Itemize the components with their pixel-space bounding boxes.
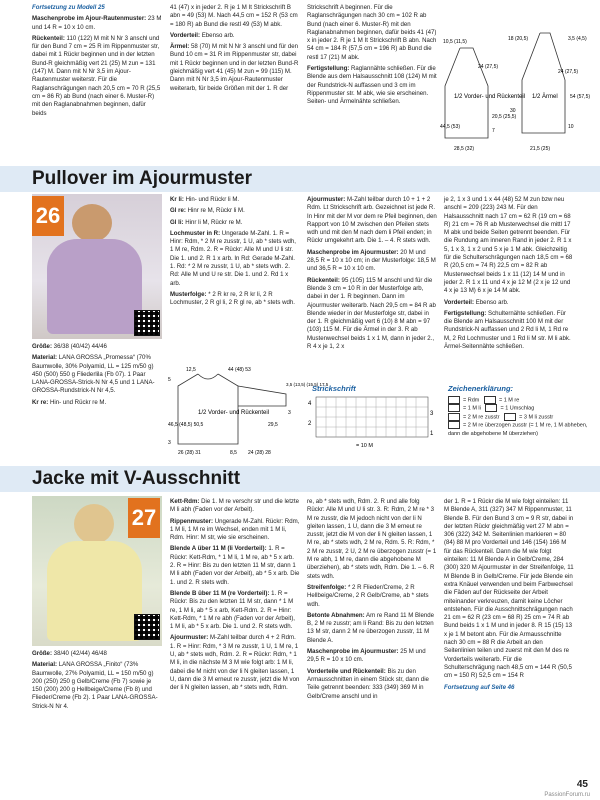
measure-label: 8,5	[230, 450, 237, 456]
paragraph: Kett-Rdm: Die 1. M re verschr str und die letzte M li abh (Faden vor der Arbeit).	[170, 498, 300, 514]
row-number: 1	[430, 431, 434, 437]
paragraph: Vorderteil: Ebenso arb.	[444, 298, 509, 306]
paragraph: je 2, 1 x 3 und 1 x 44 (48) 52 M zun bzw neu anschl = 209 (223) 243 M. Für den Halsausschnitt nach 17 cm = 62 R (19 cm = 68 R) 21 cm = 76 R ab Musterwechsel die mittl 17 M abk und beide Seiten getrennt beenden. Für die Rundung am inneren Rand in jeder 2. R 1 x 5, 1 x 3, 1 x 2 und 5 x je 1 M abk. Gleichzeitig für die Schulterschrägungen nach 18,5 cm = 68 R (20,5 cm = 74 R) 22,5 cm = 82 R ab Musterwechsel beids 1 x 11 (12) 14 M und in jeder 2. R 1 x 11 und 4 x je 12 M (2 x je 12 und 4 x je 13 M) 6 x je 14 M abk.	[444, 196, 573, 295]
chart-title: Strickschrift	[312, 384, 356, 393]
paragraph: Größe: 38/40 (42/44) 46/48	[32, 650, 107, 657]
measure-label: 26 (28) 31	[178, 450, 201, 456]
measure-label: 46,5 (48,5) 50,5	[168, 422, 204, 428]
knitting-chart	[306, 395, 442, 450]
measure-label: 3,5 (13,5) (15,5) 17,5	[286, 382, 329, 387]
measure-label: 29,5	[268, 422, 278, 428]
legend	[448, 396, 588, 438]
paragraph: Maschenprobe im Ajour-Rautenmuster: 23 M und 14 R = 10 x 10 cm.	[32, 15, 162, 31]
paragraph: Maschenprobe im Ajourmuster: 25 M und 29,5 R = 10 x 10 cm.	[307, 648, 426, 664]
measure-label: 3	[168, 440, 171, 446]
top-column-2	[170, 4, 300, 96]
measure-label: 30	[510, 108, 516, 114]
paragraph: Rückenteil: 95 (105) 115 M anschl und für die Blende 3 cm = 10 R in der Musterfolge arb, dabei in der 1. R beginnen. Dann im Ajourmuster weiterarb. Nach 29,5 cm = 84 R ab Blende wieder in der Musterfolge str, dabei in der 1. R gleichmäßig vert 6 (10) 8 M abn = 97 (103) 115 M. Für die Ärmel in der 3. R ab Mustenwechsel beids 1 x 1 M, dann in jeder 2., R 4 x je 1, 2 x	[307, 276, 436, 351]
paragraph: Vorderteile und Rückenteil: Bis zu den Armausschnitten in einem Stück str, dann die Teile getrennt beenden: 333 (349) 369 M in Gelb/Creme anschl und in	[307, 667, 429, 700]
qr-code	[134, 310, 160, 336]
measure-label: 24 (27,5)	[558, 69, 579, 75]
paragraph: der 1. R = 1 Rückr die M wie folgt einteilen: 11 M Blende A, 311 (327) 347 M Rippenmuster, 11 Blende B. Für den Bund 3 cm = 9 R str, dabei in der letzten Rückr gleichmäßig vert 27 M abn = 306 (322) 342 M. Seitenlinien markieren = 80 (84) 88 M pro Vorderteil und 146 (154) 166 M für das Rückenteil. Dann die M wie folgt einteilen: 11 M Blende A in Gelb/Creme, 284 (300) 320 M Ajourmuster in der Streifenfolge, 11 M Blende B in Gelb/Creme. Für jede Blende ein extra Knäuel verwenden und beim Farbwechsel die Fäden auf der Rückseite der Arbeit miteinander verkreuzen, damit keine Löcher entstehen. Für die Ausschnittschrägungen nach 21 cm = 62 R (23 cm = 68 R) 25 cm = 74 R ab Bund beids 1 x 1 M und in jeder 8. R 15 (15) 13 x je 1 M betont abn. Für die Armausschnitte nach 30 cm = 88 R die Arbeit an den Seitenlinien teilen und zuerst mit den M des re Vorderteils weiterarb. Für die Schulterschrägung nach 48,5 cm = 144 R (50,5 cm = 150 R) 52,5 cm = 154 R	[444, 498, 574, 680]
legend-title: Zeichenerklärung:	[448, 384, 514, 393]
paragraph: Gl re: Hinr re M, Rückr li M.	[170, 207, 245, 215]
row-number: 3	[430, 411, 434, 417]
paragraph: Vorderteil: Ebenso arb.	[170, 31, 235, 39]
paragraph: Strickschrift A beginnen. Für die Raglanschrägungen nach 30 cm = 102 R ab Bund (nach einer 6. Muster-R) mit den Raglanabnahmen beginnen, dafür beids 41 (47) x in jeder 2. R je 1 M It Strickschrift B abn. Nach 54 cm = 184 R (57,5 cm = 196 R) ab Bund die restl 17 (21) M abk.	[307, 4, 437, 61]
paragraph: Rippenmuster: Ungerade M-Zahl. Rückr: Rdm, 1 M li, 1 M re im Wechsel, enden mit 1 M li, Rdm. Hinr: M str, wie sie erscheinen.	[170, 517, 300, 542]
paragraph: Lochmuster in R: Ungerade M-Zahl. 1. R = Hinr: Rdm, * 2 M re zusstr, 1 U, ab * stets wdh, 1 M re, Rdm. 2. R = Rückr: Alle M und U li str. Die 1. und 2. R 1 x arb. In Rd: Gerade M-Zahl. 1. Rd: * 2 M re zusstr, 1 U, ab * stets wdh. 2. Rd: Alle M und U re str. Die 1. und 2. Rd 1 x arb.	[170, 229, 296, 287]
paragraph: Streifenfolge: * 2 R Flieder/Creme, 2 R Hellbeige/Creme, 2 R Gelb/Creme, ab * stets wdh.	[307, 583, 429, 608]
jacke-column-3	[307, 498, 437, 704]
paragraph: Blende A über 11 M (li Vorderteil): 1. R = Rückr: Kett-Rdm, * 1 M li, 1 M re, ab * 5 x arb. 2. R = Hinr: Bis zu den letzten 11 M str, dann 1 M li abh (Faden vor der Arbeit), ab * 5 x arb. Die 1. und 2. R stets wdh.	[170, 545, 300, 586]
measure-label: 10,5 (11,5)	[443, 39, 467, 45]
paragraph: Fertigstellung: Schulternähte schließen. Für die Blende am Halsausschnitt 100 M mit der Rundstrick-N auffassen und 2 Rd li M, 1 Rd re M, 2 Rd Lochmuster und 1 Rd li M str. M li abk. Ärmel-Seitennähte schließen.	[444, 309, 571, 351]
paragraph: 41 (47) x in jeder 2. R je 1 M It Strickschrift B abn = 49 (53) M. Nach 44,5 cm = 152 R (53 cm = 180 R) ab Bund die restl 49 (53) M abk.	[170, 4, 298, 28]
measure-label: 12,5	[186, 367, 196, 373]
paragraph: Musterfolge: * 2 R kr re, 2 R kr li, 2 R Lochmuster, 2 R gl li, 2 R gl re, ab * stets wdh.	[170, 290, 295, 307]
paragraph: Blende B über 11 M (re Vorderteil): 1. R = Rückr: Bis zu den letzten 11 M str, dann * 1 M re, 1 M li, ab * 5 x arb, Kett-Rdm. 2. R = Hinr: Kett-Rdm, * 1 M re abh (Faden vor der Arbeit), 1 M li, ab * 5 x arb. Die 1. und 2. R stets wdh.	[170, 589, 295, 631]
model-number-badge: 27	[128, 498, 160, 538]
paragraph: Material: LANA GROSSA „Finito“ (73% Baumwolle, 27% Polyamid, LL = 150 m/50 g) 200 (250) 250 g Gelb/Creme (Fb 7) sowie je 150 (200) 200 g Hellbeige/Creme (Fb 8) und Flieder/Creme (Fb 2). 1 Paar LANA-GROSSA-Strick-N Nr 4.	[32, 661, 158, 710]
row-number: 4	[308, 401, 312, 407]
pullover-column-2	[170, 196, 300, 311]
jacke-column-4	[444, 498, 574, 695]
label-front-back: 1/2 Vorder- und Rückenteil	[198, 410, 270, 416]
paragraph: Ärmel: 58 (70) M mit N Nr 3 anschl und für den Bund 10 cm = 31 R im Rippenmuster str, dabei mit 1 Rückr beginnen und in der letzten Bund-R gleichmäßig vert 41 (45) M zun = 99 (115) M. Dann mit N Nr 3,5 im Ajour-Rautenmuster weiterarb, für beide Größen mit der 1. R der	[170, 43, 299, 92]
pullover-column-3	[307, 196, 437, 354]
measure-label: 20,5 (25,5)	[492, 114, 517, 120]
measure-label: 7	[492, 128, 495, 134]
measure-label: 10	[568, 124, 574, 130]
schematic-pullover	[168, 366, 329, 456]
paragraph: Ajourmuster: M-Zahl teilbar durch 10 + 1 + 2 Rdm. Lt Strickschrift arb. Gezeichnet ist jede R. In Hinr mit der M vor dem re Pfeil beginnen, den Rapport von 10 M zwischen den Pfeilen stets wdh und mit den M nach dem li Pfeil enden; in Rückr umgekehrt arb. Die 1. – 4. R stets wdh.	[307, 196, 437, 245]
label-sleeve: 1/2 Ärmel	[532, 94, 558, 100]
page-number: 45	[576, 779, 588, 790]
measure-label: 5	[168, 377, 171, 383]
measure-label: 44 (48) 53	[228, 367, 251, 373]
model-number-badge: 26	[32, 196, 64, 236]
continuation-heading: Fortsetzung zu Modell 25	[32, 4, 105, 11]
measure-label: 3	[288, 410, 291, 416]
paragraph: Material: LANA GROSSA „Promessa“ (70% Baumwolle, 30% Polyamid, LL = 125 m/50 g) 450 (500) 550 g Fliederlila (Fb 07). 1 Paar LANA-GROSSA-Strick-N Nr 4,5 und 1 LANA-GROSSA-Rundstrick-N Nr 4,5.	[32, 354, 155, 395]
legend-row: = 1 M li = 1 Umschlag	[448, 404, 588, 412]
continuation-note: Fortsetzung auf Seite 46	[444, 683, 515, 691]
source-watermark: PassionForum.ru	[544, 792, 590, 798]
top-column-1	[32, 4, 162, 121]
paragraph: Kr re: Hin- und Rückr re M.	[32, 398, 107, 406]
paragraph: Betonte Abnahmen: Am re Rand 11 M Blende B, 2 M re zusstr; am li Rand: Bis zu den letzten 13 M str, dann 2 M re überzogen zusstr, 11 M Blende A.	[307, 611, 434, 644]
row-number: 2	[308, 421, 312, 427]
jacke-column-2	[170, 498, 300, 696]
measure-label: 24 (28) 28	[248, 450, 271, 456]
legend-row: = 2 M re zusstr = 3 M li zusstr	[448, 413, 588, 421]
legend-row: = Rdm = 1 M re	[448, 396, 588, 404]
qr-code	[134, 614, 160, 640]
section-title-pullover: Pullover im Ajourmuster	[32, 168, 252, 189]
measure-label: 18 (20,5)	[508, 36, 529, 42]
paragraph: Rückenteil: 110 (122) M mit N Nr 3 anschl und für den Bund 7 cm = 25 R im Rippenmuster str, dabei mit 1 Rückr beginnen und in der letzten Bund-R gleichmäßig vert 21 (25) M zun = 131 (147) M. Dann mit N Nr 3,5 im Ajour-Rautenmuster weiterstr. Für die Raglanschrägungen nach 20,5 cm = 70 R (25,5 cm = 86 R) ab Bund (nach einer 6. Muster-R) mit den Raglanabnahmen beginnen, dafür beids	[32, 34, 161, 117]
pullover-column-4	[444, 196, 574, 354]
legend-row: = 2 M re überzogen zusstr (= 1 M re, 1 M abheben, dann die abgehobene M überziehen)	[448, 422, 588, 437]
measure-label: 21,5 (25)	[530, 146, 551, 152]
paragraph: re, ab * stets wdh, Rdm. 2. R und alle folg Rückr: Alle M und U li str. 3. R: Rdm, 2 M re * 3 M re zusstr, die M jedoch nicht von der li N gleiten lassen, 1 U, dann die 3 M erneut re zusstr, jetzt die M von der li N gleiten lassen, 1 M re, ab * stets wdh, 2 M re, Rdm. 5. R: Rdm, * 2 M re zusstr, 2 U, 2 M re überzogen zusstr (= 1 M re abh, 1 M re, dann die abgehobene M überziehen), ab * stets wdh, Rdm. Die 1. – 6. R stets wdh.	[307, 498, 437, 580]
rapport-label: = 10 M	[356, 443, 373, 449]
paragraph: Ajourmuster: M-Zahl teilbar durch 4 + 2 Rdm. 1. R = Hinr: Rdm, * 3 M re zusstr, 1 U, 1 M re, 1 U, ab * stets wdh, Rdm. 2. R = Rückr: Rdm, * 1 M li, in die nächste M 3 M wie folgt arb: 1 M li, dabei die M nicht von der li N gleiten lassen, 1 U, dann die 3 M erneut re zusstr, jetzt die M von der li N gleiten lassen, ab * stets wdh, Rdm.	[170, 634, 300, 692]
pullover-column-1	[32, 343, 162, 410]
measure-label: 44,5 (53)	[440, 124, 461, 130]
paragraph: Fertigstellung: Raglannähte schließen. Für die Blende aus dem Halsausschnitt 108 (124) M mit der Rundstrick-N auffassen und 3 cm im Rippenmuster str. M abk, wie sie erscheinen. Seiten- und Ärmelnähte schließen.	[307, 65, 437, 106]
paragraph: Gl li: Hinr li M, Rückr re M.	[170, 218, 243, 226]
section-title-jacke: Jacke mit V-Ausschnitt	[32, 468, 241, 489]
schematic-raglan	[440, 28, 590, 163]
jacke-column-1	[32, 650, 162, 714]
label-front-back: 1/2 Vorder- und Rückenteil	[454, 94, 526, 100]
top-column-3	[307, 4, 437, 110]
measure-label: 54 (57,5)	[570, 94, 591, 100]
paragraph: Maschenprobe im Ajourmuster: 20 M und 28,5 R = 10 x 10 cm; in der Musterfolge: 18,5 M und 36,5 R = 10 x 10 cm.	[307, 248, 436, 273]
measure-label: 28,5 (32)	[454, 146, 475, 152]
paragraph: Kr li: Hin- und Rückr li M.	[170, 196, 240, 203]
measure-label: 24 (27,5)	[478, 64, 499, 70]
paragraph: Größe: 36/38 (40/42) 44/46	[32, 343, 107, 350]
measure-label: 3,5 (4,5)	[568, 36, 587, 42]
